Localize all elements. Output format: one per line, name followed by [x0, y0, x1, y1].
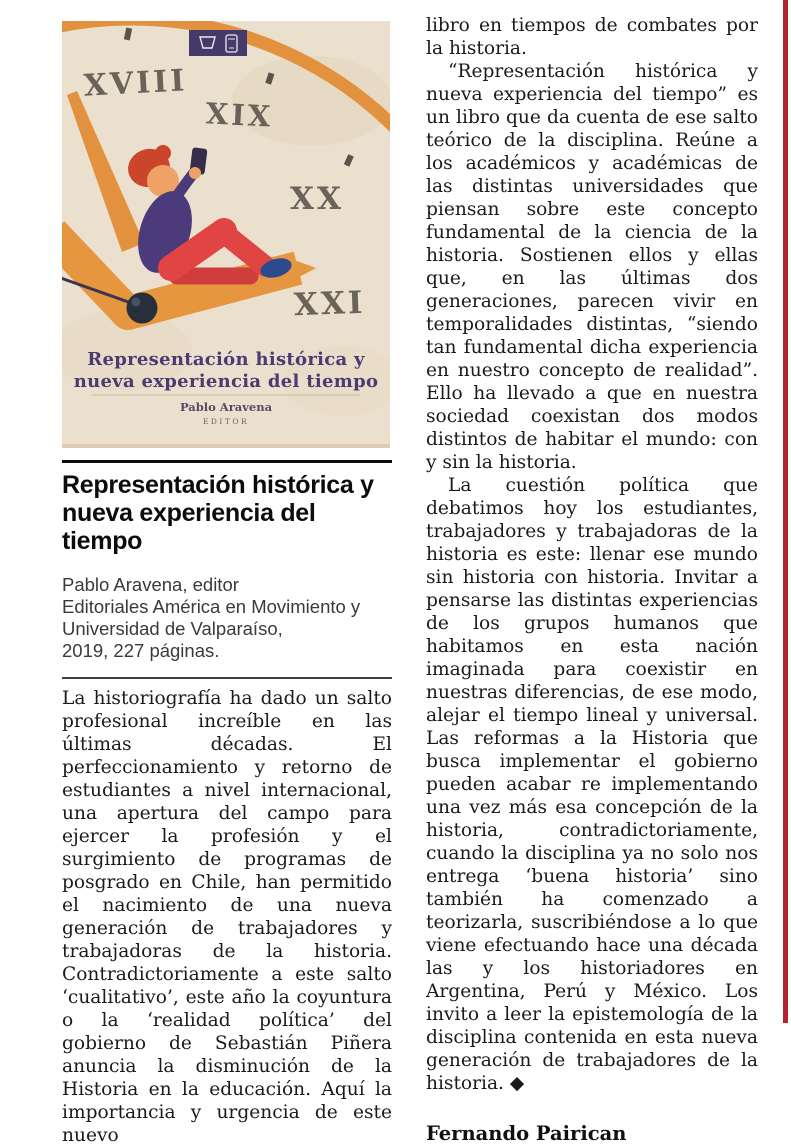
cover-title-line2: nueva experiencia del tiempo [73, 371, 379, 392]
numeral-xix: XIX [204, 96, 275, 134]
review-title [62, 471, 392, 555]
cover-title-line1: Representación histórica y [87, 349, 365, 370]
reviewer-name: Fernando Pairican [426, 1122, 627, 1145]
person-hair [155, 145, 171, 161]
cover-bottom-edge [62, 444, 390, 448]
page-edge-accent-bar [783, 0, 788, 1023]
review-title-line2: nueva experiencia del tiempo [62, 499, 316, 555]
body-rule [62, 677, 392, 679]
article-paragraph: “Representación histórica y nueva experiencia del tiempo” es un libro que da cuenta de ese salto teórico de la disciplina. Reúne a los académicos y académicas de las distintas universidades que piensan sobre este concepto fundamental de la ciencia de la historia. Sostienen ellos y ellas que, en las últimas dos generaciones, parecen vivir en temporalidades distintas, “siendo tan fundamental dicha experiencia en nuestro concepto de realidad”. Ello ha llevado a que en nuestra sociedad coexistan dos modos distintos de habitar el mundo: con y sin la historia. [426, 61, 758, 473]
cover-author-role: EDITOR [202, 417, 250, 426]
book-cover-image [62, 21, 390, 448]
publisher-badge [189, 30, 247, 56]
numeral-xviii: XVIII [82, 63, 189, 104]
pendulum-highlight [132, 298, 141, 307]
article-paragraph: La cuestión política que debatimos hoy los estudiantes, trabajadores y trabajadoras de la historia es este: llenar ese mundo sin historia con historia. Invitar a pensarse las distintas experiencias de los grupos humanos que habitamos en esta nación imaginada para coexistir en nuestras diferencias, de ese modo, alejar el tiempo lineal y universal. Las reformas a la Historia que busca implementar el gobierno pueden acabar re implementando una vez más esa concepción de la historia, contradictoriamente, cuando la disciplina ya no solo nos entrega ‘buena historia’ sino también ha comenzado a teorizarla, suscribiéndose a lo que viene efectuando hace una década las y los historiadores en Argentina, Perú y México. Los invito a leer la epistemología de la disciplina contenida en esta nueva generación de trabajadores de la historia. ◆ [426, 475, 758, 1094]
byline-year-pages: 2019, 227 páginas. [62, 640, 220, 661]
article-text-continuation: libro en tiempos de combates por la historia. [426, 15, 758, 59]
person-hand [189, 167, 201, 179]
numeral-xxi: XXI [293, 284, 367, 324]
numeral-xx: XX [289, 181, 345, 217]
pendulum-ball [127, 293, 158, 324]
badge-background [189, 30, 247, 56]
title-rule [62, 460, 392, 463]
byline-university: Universidad de Valparaíso, [62, 618, 283, 639]
review-title-line1: Representación histórica y [62, 471, 374, 499]
right-column [426, 14, 758, 1145]
byline-editor: Pablo Aravena, editor [62, 574, 239, 595]
book-byline [62, 574, 392, 662]
byline-publisher: Editoriales América en Movimiento y [62, 596, 361, 617]
cover-author: Pablo Aravena [179, 400, 273, 414]
article-text-left: La historiografía ha dado un salto profesional increíble en las últimas décadas. El perfeccionamiento y retorno de estudiantes a nivel internacional, una apertura del campo para ejercer la profesión y el surgimiento de programas de posgrado en Chile, han permitido el nacimiento de una nueva generación de trabajadores y trabajadoras de la historia. Contradictoriamente a este salto ‘cualitativo’, este año la coyuntura o la ‘realidad política’ del gobierno de Sebastián Piñera anuncia la disminución de la Historia en la educación. Aquí la importancia y urgencia de este nuevo [62, 688, 392, 1146]
left-column [62, 21, 392, 1147]
